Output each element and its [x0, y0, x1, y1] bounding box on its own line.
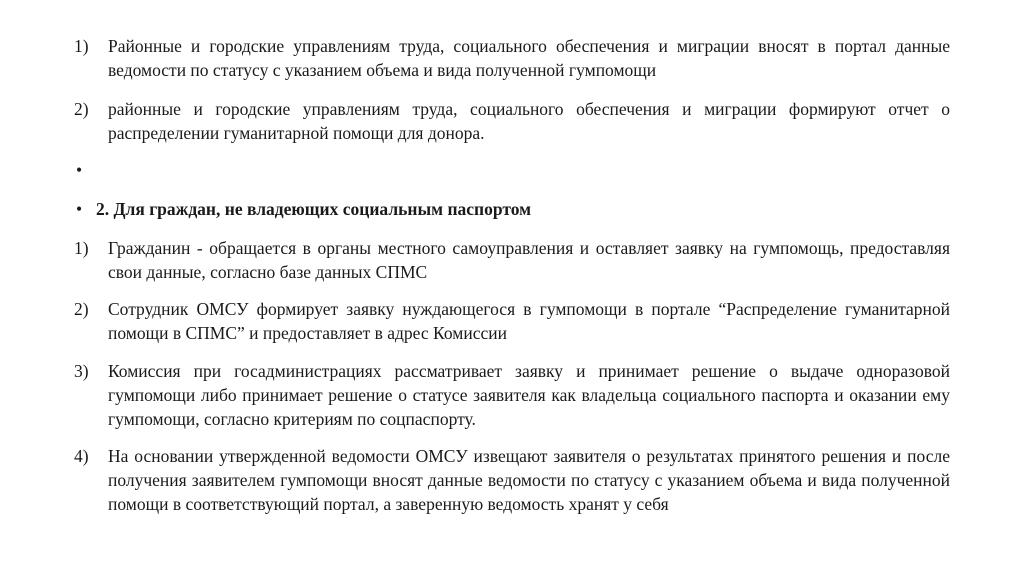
list-item [74, 97, 950, 145]
bullet-marker: • [76, 160, 83, 180]
list-item-text: Районные и городские управлениям труда, социального обеспечения и миграции вносят в портал данные ведомости по статусу с указанием объема и вида полученной гумпомощи [108, 36, 950, 80]
section-heading [74, 197, 950, 221]
list-item [74, 297, 950, 345]
list-marker: 2) [74, 299, 89, 319]
list-item [74, 34, 950, 82]
list-marker: 1) [74, 36, 89, 56]
list-item-text: На основании утвержденной ведомости ОМСУ извещают заявителя о результатах принятого решения и после получения заявителем гумпомощи вносят данные ведомости по статусу с указанием объема и вида полученной помощи в соответствующий портал, а заверенную ведомость хранят у себя [108, 446, 950, 514]
list-item [74, 236, 950, 284]
bullet-marker: • [76, 199, 83, 219]
list-item-text: Сотрудник ОМСУ формирует заявку нуждающегося в гумпомощи в портале “Распределение гуманитарной помощи в СПМС” и предоставляет в адрес Комиссии [108, 299, 950, 343]
list-marker: 4) [74, 446, 89, 466]
list-marker: 2) [74, 99, 89, 119]
list-item [74, 444, 950, 516]
list-item-text: Комиссия при госадминистрациях рассматривает заявку и принимает решение о выдаче одноразовой гумпомощи либо принимает решение о статусе заявителя как владельца социального паспорта и оказании ему гумпомощи, согласно критериям по соцпаспорту. [108, 361, 950, 429]
list-marker: 1) [74, 238, 89, 258]
list-item-text: Гражданин - обращается в органы местного самоуправления и оставляет заявку на гумпомощь, предоставляя свои данные, согласно базе данных СПМС [108, 238, 950, 282]
list-item-text: районные и городские управлениям труда, социального обеспечения и миграции формируют отчет о распределении гуманитарной помощи для донора. [108, 99, 950, 143]
list-item [74, 359, 950, 431]
list-marker: 3) [74, 361, 89, 381]
section-heading-text: 2. Для граждан, не владеющих социальным паспортом [96, 199, 532, 219]
